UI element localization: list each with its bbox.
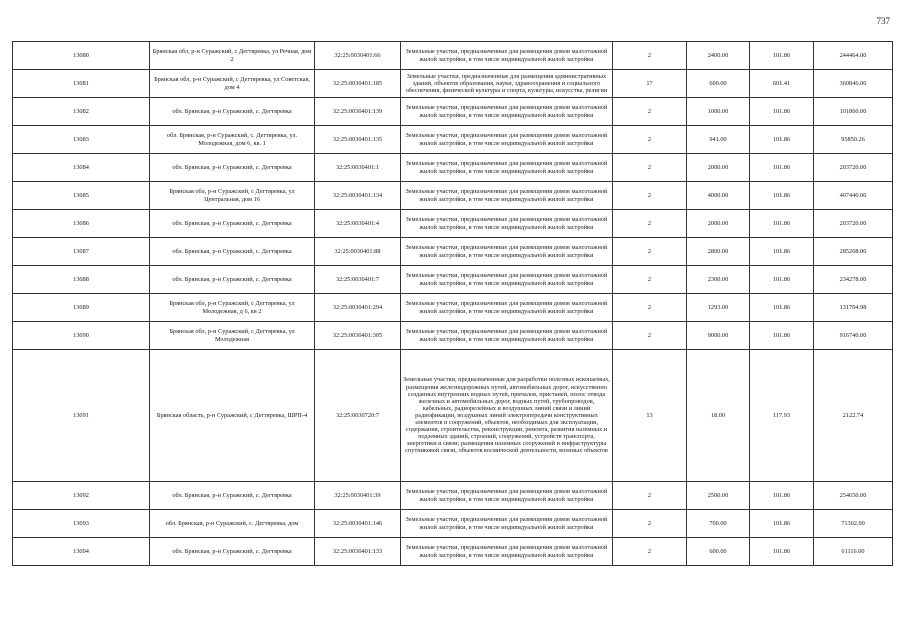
cadastral-value-cell: 203720.00 (814, 210, 893, 238)
area-cell: 2800.00 (687, 238, 750, 266)
specific-value-cell: 101.86 (750, 482, 814, 510)
record-id-cell: 13088 (13, 266, 150, 294)
use-group-cell: 2 (613, 482, 687, 510)
land-use-cell: Земельные участки, предназначенные для размещения домов малоэтажной жилой застройки, в том числе индивидуальной жилой застройки (401, 42, 613, 70)
record-id-cell: 13089 (13, 294, 150, 322)
cadastral-value-cell: 203720.00 (814, 154, 893, 182)
table-row (13, 482, 893, 510)
use-group-cell: 2 (613, 154, 687, 182)
use-group-cell: 2 (613, 510, 687, 538)
address-cell: обл. Брянская, р-н Суражский, с. Дегтяревка (150, 482, 315, 510)
table-row (13, 126, 893, 154)
land-use-cell: Земельные участки, предназначенные для размещения домов малоэтажной жилой застройки, в том числе индивидуальной жилой застройки (401, 322, 613, 350)
cadastral-number-cell: 32:25:0030401:146 (315, 510, 401, 538)
specific-value-cell: 101.86 (750, 126, 814, 154)
page-number: 737 (876, 16, 890, 26)
area-cell: 2300.00 (687, 266, 750, 294)
use-group-cell: 2 (613, 266, 687, 294)
table-row (13, 42, 893, 70)
record-id-cell: 13081 (13, 70, 150, 98)
cadastral-value-cell: 407440.00 (814, 182, 893, 210)
record-id-cell: 13080 (13, 42, 150, 70)
land-registry-table (12, 41, 893, 566)
area-cell: 9000.00 (687, 322, 750, 350)
cadastral-value-cell: 360846.00 (814, 70, 893, 98)
use-group-cell: 2 (613, 238, 687, 266)
use-group-cell: 2 (613, 42, 687, 70)
cadastral-value-cell: 234278.00 (814, 266, 893, 294)
cadastral-number-cell: 32:25:0030401:7 (315, 266, 401, 294)
cadastral-value-cell: 244464.00 (814, 42, 893, 70)
record-id-cell: 13086 (13, 210, 150, 238)
record-id-cell: 13094 (13, 538, 150, 566)
cadastral-number-cell: 32:25:0030401:185 (315, 70, 401, 98)
cadastral-number-cell: 32:25:0030401:134 (315, 182, 401, 210)
address-cell: Брянская область, р-н Суражский, с Дегтяревка, ШРП-4 (150, 350, 315, 482)
address-cell: обл. Брянская, р-н Суражский, с. Дегтяревка (150, 154, 315, 182)
specific-value-cell: 101.86 (750, 210, 814, 238)
table-row (13, 182, 893, 210)
record-id-cell: 13090 (13, 322, 150, 350)
cadastral-value-cell: 254650.00 (814, 482, 893, 510)
area-cell: 2000.00 (687, 210, 750, 238)
record-id-cell: 13084 (13, 154, 150, 182)
land-use-cell: Земельные участки, предназначенные для размещения домов малоэтажной жилой застройки, в том числе индивидуальной жилой застройки (401, 210, 613, 238)
table-row (13, 154, 893, 182)
cadastral-value-cell: 2122.74 (814, 350, 893, 482)
land-use-cell: Земельные участки, предназначенные для размещения домов малоэтажной жилой застройки, в том числе индивидуальной жилой застройки (401, 510, 613, 538)
use-group-cell: 2 (613, 210, 687, 238)
cadastral-value-cell: 71302.00 (814, 510, 893, 538)
area-cell: 2500.00 (687, 482, 750, 510)
table-row (13, 294, 893, 322)
land-use-cell: Земельные участки, предназначенные для размещения домов малоэтажной жилой застройки, в том числе индивидуальной жилой застройки (401, 482, 613, 510)
record-id-cell: 13083 (13, 126, 150, 154)
table-row (13, 238, 893, 266)
use-group-cell: 2 (613, 322, 687, 350)
cadastral-value-cell: 916740.00 (814, 322, 893, 350)
cadastral-number-cell: 32:25:0030401:66 (315, 42, 401, 70)
record-id-cell: 13093 (13, 510, 150, 538)
specific-value-cell: 101.86 (750, 154, 814, 182)
table-row (13, 510, 893, 538)
cadastral-number-cell: 32:25:0030401:294 (315, 294, 401, 322)
address-cell: Брянская обл, р-н Суражский, с Дегтяревка, ул Молодежная (150, 322, 315, 350)
address-cell: обл. Брянская, р-н Суражский, с. Дегтяревка (150, 538, 315, 566)
specific-value-cell: 101.86 (750, 322, 814, 350)
specific-value-cell: 117.93 (750, 350, 814, 482)
cadastral-number-cell: 32:25:0030401:133 (315, 538, 401, 566)
cadastral-value-cell: 101860.00 (814, 98, 893, 126)
address-cell: Брянская обл, р-н Суражский, с Дегтяревка, ул Центральная, дом 16 (150, 182, 315, 210)
table-row (13, 70, 893, 98)
use-group-cell: 17 (613, 70, 687, 98)
cadastral-number-cell: 32:25:0030401:135 (315, 126, 401, 154)
table-body (13, 42, 893, 566)
specific-value-cell: 101.86 (750, 538, 814, 566)
cadastral-number-cell: 32:25:0030401:305 (315, 322, 401, 350)
area-cell: 941.00 (687, 126, 750, 154)
use-group-cell: 2 (613, 98, 687, 126)
use-group-cell: 2 (613, 182, 687, 210)
cadastral-number-cell: 32:25:0030401:39 (315, 482, 401, 510)
use-group-cell: 2 (613, 294, 687, 322)
land-use-cell: Земельные участки, предназначенные для разработки полезных ископаемых, размещения железнодорожных путей, автомобильных дорог, искусственно созданных внутренних водных путей, причалов, пристаней, полос отвода железных и автомобильных дорог, водных путей, трубопроводов, кабельных, радиорелейных и воздушных линий связи и линий радиофикации, воздушных линий электропередачи конструктивных элементов и сооружений, объектов, необходимых для эксплуатации, содержания, строительства, реконструкции, ремонта, развития наземных и подземных зданий, строений, сооружений, устройств транспорта, энергетики и связи; размещения наземных сооружений и инфраструктуры спутниковой связи, объектов космической деятельности, военных объектов (401, 350, 613, 482)
specific-value-cell: 101.86 (750, 294, 814, 322)
land-use-cell: Земельные участки, предназначенные для размещения домов малоэтажной жилой застройки, в том числе индивидуальной жилой застройки (401, 98, 613, 126)
table-row (13, 350, 893, 482)
cadastral-value-cell: 285208.00 (814, 238, 893, 266)
cadastral-number-cell: 32:25:0030401:4 (315, 210, 401, 238)
record-id-cell: 13091 (13, 350, 150, 482)
cadastral-value-cell: 61116.00 (814, 538, 893, 566)
area-cell: 600.00 (687, 538, 750, 566)
cadastral-number-cell: 32:25:0030401:88 (315, 238, 401, 266)
cadastral-number-cell: 32:25:0030720:7 (315, 350, 401, 482)
land-use-cell: Земельные участки, предназначенные для размещения домов малоэтажной жилой застройки, в том числе индивидуальной жилой застройки (401, 238, 613, 266)
record-id-cell: 13087 (13, 238, 150, 266)
land-use-cell: Земельные участки, предназначенные для размещения домов малоэтажной жилой застройки, в том числе индивидуальной жилой застройки (401, 266, 613, 294)
record-id-cell: 13092 (13, 482, 150, 510)
table-row (13, 210, 893, 238)
land-use-cell: Земельные участки, предназначенные для размещения домов малоэтажной жилой застройки, в том числе индивидуальной жилой застройки (401, 126, 613, 154)
table-row (13, 266, 893, 294)
cadastral-value-cell: 95850.26 (814, 126, 893, 154)
area-cell: 1000.00 (687, 98, 750, 126)
land-use-cell: Земельные участки, предназначенные для размещения домов малоэтажной жилой застройки, в том числе индивидуальной жилой застройки (401, 538, 613, 566)
specific-value-cell: 101.86 (750, 238, 814, 266)
specific-value-cell: 101.86 (750, 182, 814, 210)
area-cell: 1293.00 (687, 294, 750, 322)
address-cell: обл. Брянская, р-н Суражский, с. Дегтяревка (150, 210, 315, 238)
land-use-cell: Земельные участки, предназначенные для размещения административных зданий, объектов образования, науки, здравоохранения и социального обеспечения, физической культуры и спорта, культуры, искусства, религии (401, 70, 613, 98)
address-cell: обл. Брянская, р-н Суражский, с. Дегтяревка (150, 238, 315, 266)
cadastral-number-cell: 32:25:0030401:139 (315, 98, 401, 126)
specific-value-cell: 101.86 (750, 98, 814, 126)
land-use-cell: Земельные участки, предназначенные для размещения домов малоэтажной жилой застройки, в том числе индивидуальной жилой застройки (401, 294, 613, 322)
land-use-cell: Земельные участки, предназначенные для размещения домов малоэтажной жилой застройки, в том числе индивидуальной жилой застройки (401, 182, 613, 210)
land-use-cell: Земельные участки, предназначенные для размещения домов малоэтажной жилой застройки, в том числе индивидуальной жилой застройки (401, 154, 613, 182)
cadastral-number-cell: 32:25:0030401:1 (315, 154, 401, 182)
area-cell: 600.00 (687, 70, 750, 98)
address-cell: обл. Брянская, р-н Суражский, с. Дегтяревка (150, 98, 315, 126)
record-id-cell: 13082 (13, 98, 150, 126)
specific-value-cell: 101.86 (750, 510, 814, 538)
address-cell: обл. Брянская, р-н Суражский, с. Дегтяревка (150, 266, 315, 294)
cadastral-value-cell: 131704.98 (814, 294, 893, 322)
use-group-cell: 2 (613, 538, 687, 566)
address-cell: Брянская обл, р-н Суражский, с Дегтяревка, ул Молодежная, д 6, кв 2 (150, 294, 315, 322)
use-group-cell: 2 (613, 126, 687, 154)
address-cell: Брянская обл, р-н Суражский, с Дегтяревка, ул Речная, дом 2 (150, 42, 315, 70)
table-row (13, 322, 893, 350)
address-cell: обл. Брянская, р-н Суражский, с. Дегтяревка, дом (150, 510, 315, 538)
specific-value-cell: 101.86 (750, 266, 814, 294)
area-cell: 18.00 (687, 350, 750, 482)
table-row (13, 538, 893, 566)
address-cell: обл. Брянская, р-н Суражский, с. Дегтяревка, ул. Молодежная, дом 6, кв. 1 (150, 126, 315, 154)
area-cell: 700.00 (687, 510, 750, 538)
use-group-cell: 13 (613, 350, 687, 482)
area-cell: 2000.00 (687, 154, 750, 182)
specific-value-cell: 101.86 (750, 42, 814, 70)
area-cell: 2400.00 (687, 42, 750, 70)
address-cell: Брянская обл, р-н Суражский, с Дегтяревка, ул Советская, дом 4 (150, 70, 315, 98)
record-id-cell: 13085 (13, 182, 150, 210)
specific-value-cell: 601.41 (750, 70, 814, 98)
area-cell: 4000.00 (687, 182, 750, 210)
table-row (13, 98, 893, 126)
